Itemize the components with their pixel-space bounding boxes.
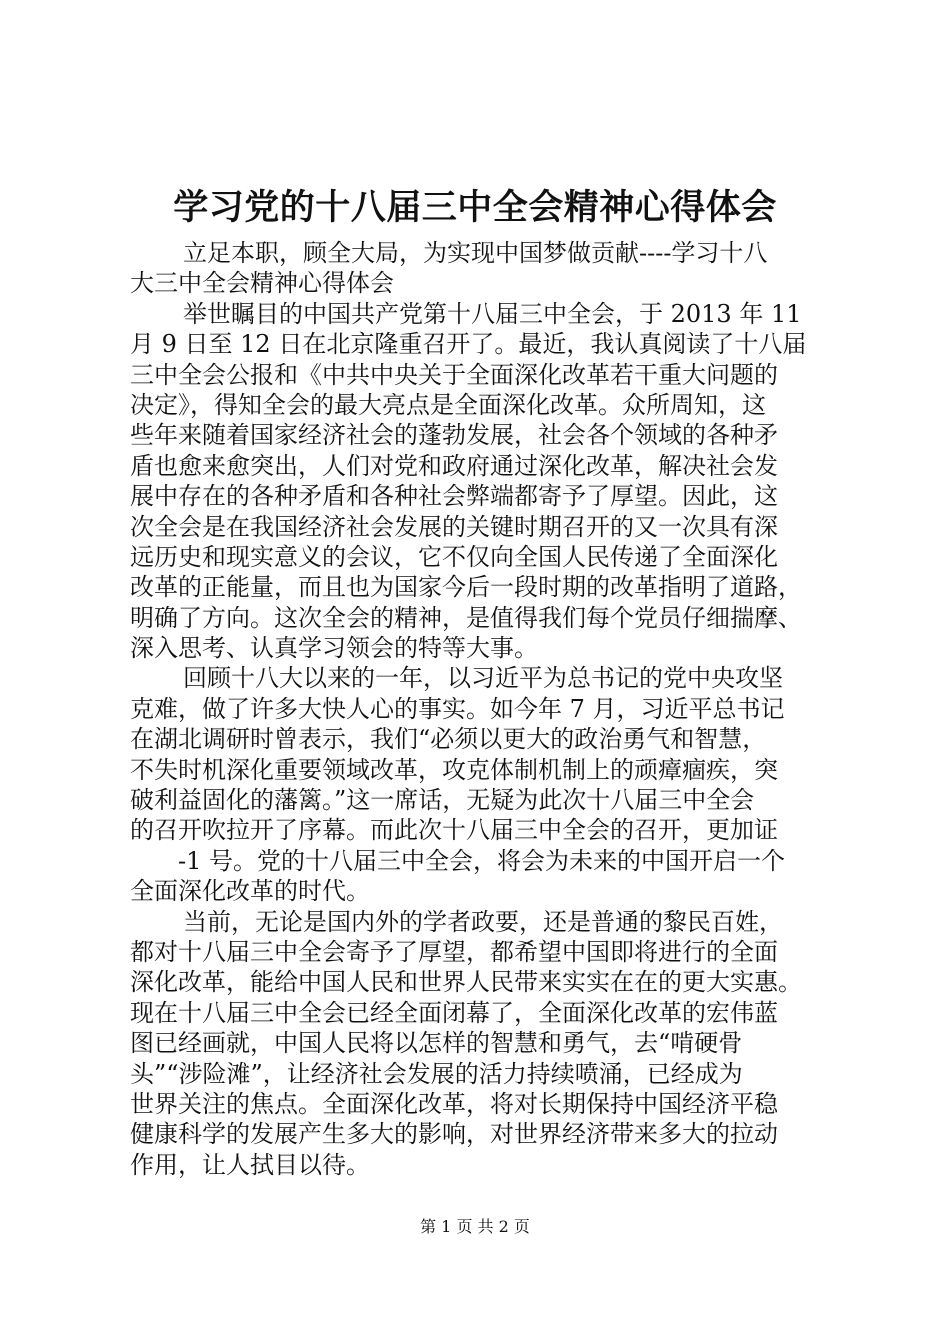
paragraph-line: 些年来随着国家经济社会的蓬勃发展，社会各个领域的各种矛 (130, 421, 778, 450)
paragraph-line: 世界关注的焦点。全面深化改革，将对长期保持中国经济平稳 (130, 1089, 778, 1118)
paragraph-line: 破利益固化的藩篱。”这一席话，无疑为此次十八届三中全会 (130, 786, 755, 815)
paragraph-line: 作用，让人拭目以待。 (130, 1150, 370, 1179)
paragraph-line: 回顾十八大以来的一年，以习近平为总书记的党中央攻坚 (183, 664, 783, 693)
paragraph-line: -1 号。党的十八届三中全会，将会为未来的中国开启一个 (178, 846, 786, 875)
paragraph-line: 决定》，得知全会的最大亮点是全面深化改革。众所周知，这 (130, 390, 766, 419)
page-number-footer: 第 1 页 共 2 页 (420, 1217, 530, 1236)
paragraph-line: 次全会是在我国经济社会发展的关键时期召开的又一次具有深 (130, 512, 778, 541)
paragraph-line: 头”“涉险滩”，让经济社会发展的活力持续喷涌，已经成为 (130, 1059, 743, 1088)
paragraph-line: 盾也愈来愈突出，人们对党和政府通过深化改革，解决社会发 (130, 451, 778, 480)
paragraph-line: 全面深化改革的时代。 (130, 877, 370, 906)
paragraph-line: 举世瞩目的中国共产党第十八届三中全会，于 2013 年 11 (183, 299, 802, 328)
paragraph-line: 三中全会公报和《中共中央关于全面深化改革若干重大问题的 (130, 360, 778, 389)
paragraph-line: 远历史和现实意义的会议，它不仅向全国人民传递了全面深化 (130, 542, 778, 571)
document-title: 学习党的十八届三中全会精神心得体会 (173, 188, 777, 228)
paragraph-line: 月 9 日至 12 日在北京隆重召开了。最近，我认真阅读了十八届 (130, 330, 807, 359)
paragraph-line: 大三中全会精神心得体会 (130, 269, 394, 298)
paragraph-line: 现在十八届三中全会已经全面闭幕了，全面深化改革的宏伟蓝 (130, 998, 778, 1027)
paragraph-line: 在湖北调研时曾表示，我们“必须以更大的政治勇气和智慧， (130, 725, 767, 754)
paragraph-line: 都对十八届三中全会寄予了厚望，都希望中国即将进行的全面 (130, 937, 778, 966)
paragraph-line: 深化改革，能给中国人民和世界人民带来实实在在的更大实惠。 (130, 968, 802, 997)
paragraph-line: 明确了方向。这次全会的精神，是值得我们每个党员仔细揣摩、 (130, 603, 802, 632)
paragraph-line: 改革的正能量，而且也为国家今后一段时期的改革指明了道路， (130, 573, 802, 602)
paragraph-line: 深入思考、认真学习领会的特等大事。 (130, 634, 538, 663)
paragraph-line: 图已经画就，中国人民将以怎样的智慧和勇气，去“啃硬骨 (130, 1029, 743, 1058)
paragraph-line: 展中存在的各种矛盾和各种社会弊端都寄予了厚望。因此，这 (130, 482, 778, 511)
paragraph-line: 的召开吹拉开了序幕。而此次十八届三中全会的召开，更加证 (130, 816, 778, 845)
paragraph-line: 立足本职，顾全大局，为实现中国梦做贡献----学习十八 (183, 239, 768, 267)
paragraph-line: 健康科学的发展产生多大的影响，对世界经济带来多大的拉动 (130, 1120, 778, 1149)
paragraph-line: 克难，做了许多大快人心的事实。如今年 7 月，习近平总书记 (130, 694, 785, 723)
paragraph-line: 当前，无论是国内外的学者政要，还是普通的黎民百姓， (183, 907, 783, 936)
document-body (130, 238, 835, 1180)
paragraph-line: 不失时机深化重要领域改革，攻克体制机制上的顽瘴痼疾，突 (130, 755, 778, 784)
